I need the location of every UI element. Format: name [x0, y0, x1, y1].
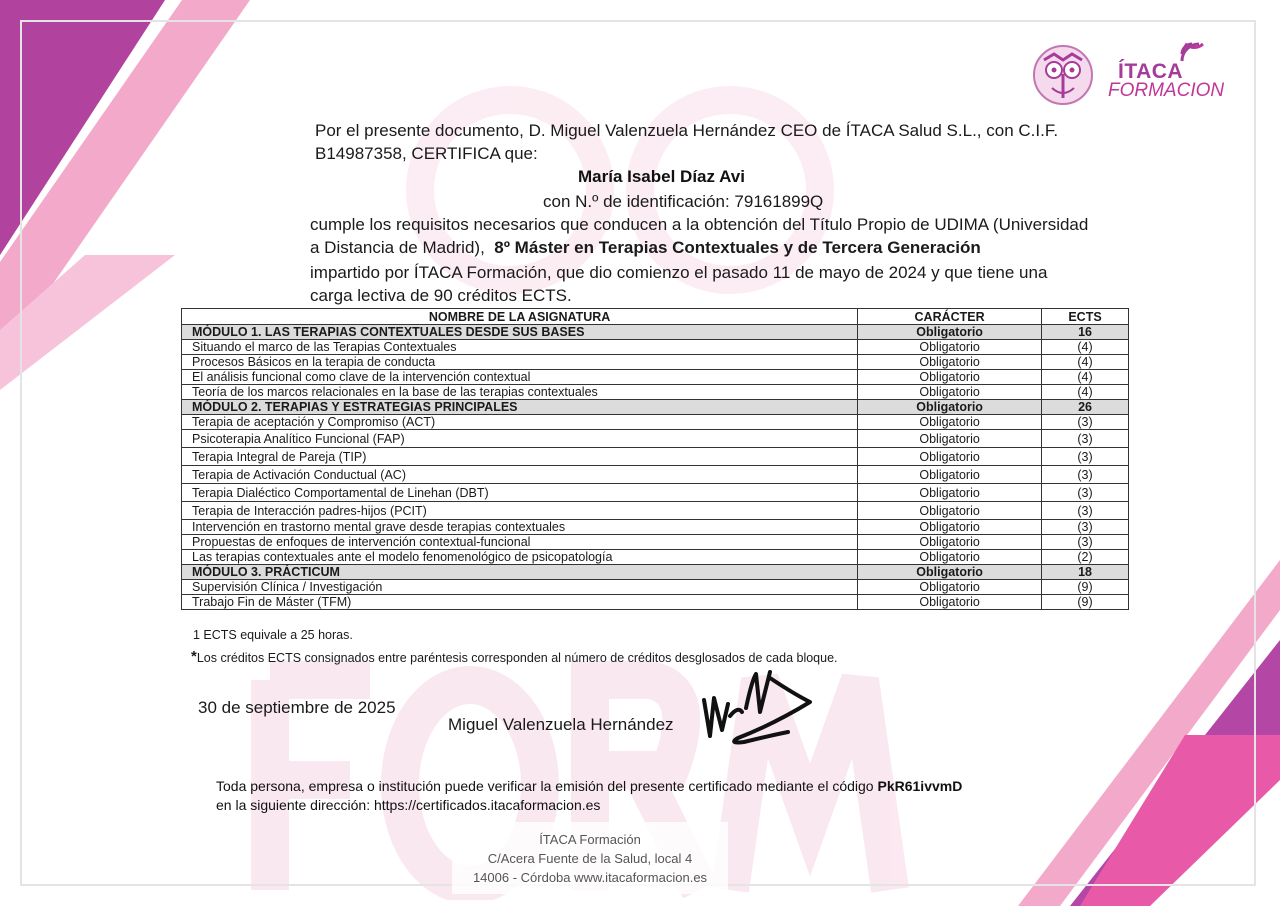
type-cell: Obligatorio	[858, 580, 1042, 595]
type-cell: Obligatorio	[858, 448, 1042, 466]
ects-cell: (3)	[1042, 430, 1129, 448]
ects-cell: (2)	[1042, 550, 1129, 565]
ects-cell: (3)	[1042, 448, 1129, 466]
type-cell: Obligatorio	[858, 535, 1042, 550]
type-cell: Obligatorio	[858, 340, 1042, 355]
ects-cell: 16	[1042, 325, 1129, 340]
subject-cell: Terapia de aceptación y Compromiso (ACT)	[182, 415, 858, 430]
footer-street: C/Acera Fuente de la Salud, local 4	[487, 851, 693, 866]
type-cell: Obligatorio	[858, 355, 1042, 370]
body-line-1: cumple los requisitos necesarios que conducen a la obtención del Título Propio de UDIMA (Universidad	[310, 215, 1089, 234]
credits-note	[191, 648, 838, 665]
ects-cell: 18	[1042, 565, 1129, 580]
ects-cell: 26	[1042, 400, 1129, 415]
subject-cell: Teoría de los marcos relacionales en la base de las terapias contextuales	[182, 385, 858, 400]
subject-cell: MÓDULO 2. TERAPIAS Y ESTRATEGIAS PRINCIPALES	[182, 400, 858, 415]
subject-cell: Trabajo Fin de Máster (TFM)	[182, 595, 858, 610]
ects-cell: (4)	[1042, 355, 1129, 370]
subject-cell: Terapia Integral de Pareja (TIP)	[182, 448, 858, 466]
type-cell: Obligatorio	[858, 415, 1042, 430]
ects-cell: (4)	[1042, 385, 1129, 400]
table-row	[182, 502, 1129, 520]
table-body	[182, 325, 1129, 610]
ects-equivalence-note: 1 ECTS equivale a 25 horas.	[193, 628, 353, 642]
ects-cell: (3)	[1042, 466, 1129, 484]
header-subject: NOMBRE DE LA ASIGNATURA	[182, 309, 858, 325]
subject-cell: Situando el marco de las Terapias Contextuales	[182, 340, 858, 355]
type-cell: Obligatorio	[858, 466, 1042, 484]
verify-line-2: en la siguiente dirección: https://certificados.itacaformacion.es	[216, 797, 601, 813]
type-cell: Obligatorio	[858, 595, 1042, 610]
footer-address	[452, 822, 728, 894]
type-cell: Obligatorio	[858, 400, 1042, 415]
intro-line-1: Por el presente documento, D. Miguel Valenzuela Hernández CEO de ÍTACA Salud S.L., con C.I.F.	[315, 121, 1059, 140]
table-row	[182, 535, 1129, 550]
subject-cell: MÓDULO 3. PRÁCTICUM	[182, 565, 858, 580]
body-line-2	[310, 236, 981, 259]
subject-cell: Supervisión Clínica / Investigación	[182, 580, 858, 595]
footer-company: ÍTACA Formación	[539, 832, 641, 847]
module-row	[182, 400, 1129, 415]
module-row	[182, 565, 1129, 580]
program-title: 8º Máster en Terapias Contextuales y de Tercera Generación	[494, 238, 981, 257]
type-cell: Obligatorio	[858, 325, 1042, 340]
module-row	[182, 325, 1129, 340]
table-row	[182, 340, 1129, 355]
recipient-name: María Isabel Díaz Avi	[578, 167, 745, 186]
table-row	[182, 484, 1129, 502]
subject-cell: Terapia de Activación Conductual (AC)	[182, 466, 858, 484]
table-row	[182, 385, 1129, 400]
subject-cell: Las terapias contextuales ante el modelo fenomenológico de psicopatología	[182, 550, 858, 565]
type-cell: Obligatorio	[858, 502, 1042, 520]
verify-line-1	[216, 777, 962, 796]
body-line-4: carga lectiva de 90 créditos ECTS.	[310, 286, 572, 305]
verification-code: PkR61ivvmD	[877, 778, 963, 794]
table-row	[182, 448, 1129, 466]
ects-cell: (3)	[1042, 535, 1129, 550]
body-line-2-prefix: a Distancia de Madrid),	[310, 238, 485, 257]
table-row	[182, 466, 1129, 484]
type-cell: Obligatorio	[858, 520, 1042, 535]
credits-note-text: Los créditos ECTS consignados entre paréntesis corresponden al número de créditos desglosados de cada bloque.	[196, 651, 838, 665]
type-cell: Obligatorio	[858, 430, 1042, 448]
issue-date: 30 de septiembre de 2025	[198, 698, 396, 717]
ects-cell: (9)	[1042, 595, 1129, 610]
subject-cell: Intervención en trastorno mental grave desde terapias contextuales	[182, 520, 858, 535]
table-row	[182, 580, 1129, 595]
subject-cell: Propuestas de enfoques de intervención contextual-funcional	[182, 535, 858, 550]
subjects-table	[181, 308, 1129, 610]
type-cell: Obligatorio	[858, 550, 1042, 565]
type-cell: Obligatorio	[858, 370, 1042, 385]
footer-city: 14006 - Córdoba www.itacaformacion.es	[472, 870, 708, 885]
table-row	[182, 415, 1129, 430]
asterisk: *	[191, 648, 197, 665]
type-cell: Obligatorio	[858, 385, 1042, 400]
subject-cell: Terapia de Interacción padres-hijos (PCIT)	[182, 502, 858, 520]
header-ects: ECTS	[1042, 309, 1129, 325]
verify-text: Toda persona, empresa o institución puede verificar la emisión del presente certificado mediante el código	[216, 778, 874, 794]
ects-cell: (3)	[1042, 415, 1129, 430]
ects-cell: (4)	[1042, 340, 1129, 355]
subject-cell: El análisis funcional como clave de la intervención contextual	[182, 370, 858, 385]
brand-name: ÍTACA	[1118, 60, 1184, 83]
subject-cell: Terapia Dialéctico Comportamental de Linehan (DBT)	[182, 484, 858, 502]
header-type: CARÁCTER	[858, 309, 1042, 325]
table-row	[182, 550, 1129, 565]
table-row	[182, 370, 1129, 385]
signal-waves-icon	[1180, 42, 1206, 66]
recipient-id: con N.º de identificación: 79161899Q	[543, 192, 824, 211]
type-cell: Obligatorio	[858, 565, 1042, 580]
ects-cell: (3)	[1042, 502, 1129, 520]
ects-cell: (4)	[1042, 370, 1129, 385]
handwritten-signature	[698, 664, 820, 750]
table-row	[182, 355, 1129, 370]
subject-cell: Procesos Básicos en la terapia de conducta	[182, 355, 858, 370]
body-line-3: impartido por ÍTACA Formación, que dio comienzo el pasado 11 de mayo de 2024 y que tiene una	[310, 263, 1048, 282]
subject-cell: Psicoterapia Analítico Funcional (FAP)	[182, 430, 858, 448]
table-header-row	[182, 309, 1129, 325]
brand-subname: FORMACION	[1108, 80, 1225, 101]
table-row	[182, 595, 1129, 610]
type-cell: Obligatorio	[858, 484, 1042, 502]
ects-cell: (3)	[1042, 484, 1129, 502]
signer-name: Miguel Valenzuela Hernández	[448, 715, 674, 734]
intro-line-2: B14987358, CERTIFICA que:	[315, 144, 538, 163]
table-row	[182, 430, 1129, 448]
subject-cell: MÓDULO 1. LAS TERAPIAS CONTEXTUALES DESDE SUS BASES	[182, 325, 858, 340]
table-row	[182, 520, 1129, 535]
ects-cell: (9)	[1042, 580, 1129, 595]
ects-cell: (3)	[1042, 520, 1129, 535]
owl-logo-icon	[1032, 44, 1094, 106]
